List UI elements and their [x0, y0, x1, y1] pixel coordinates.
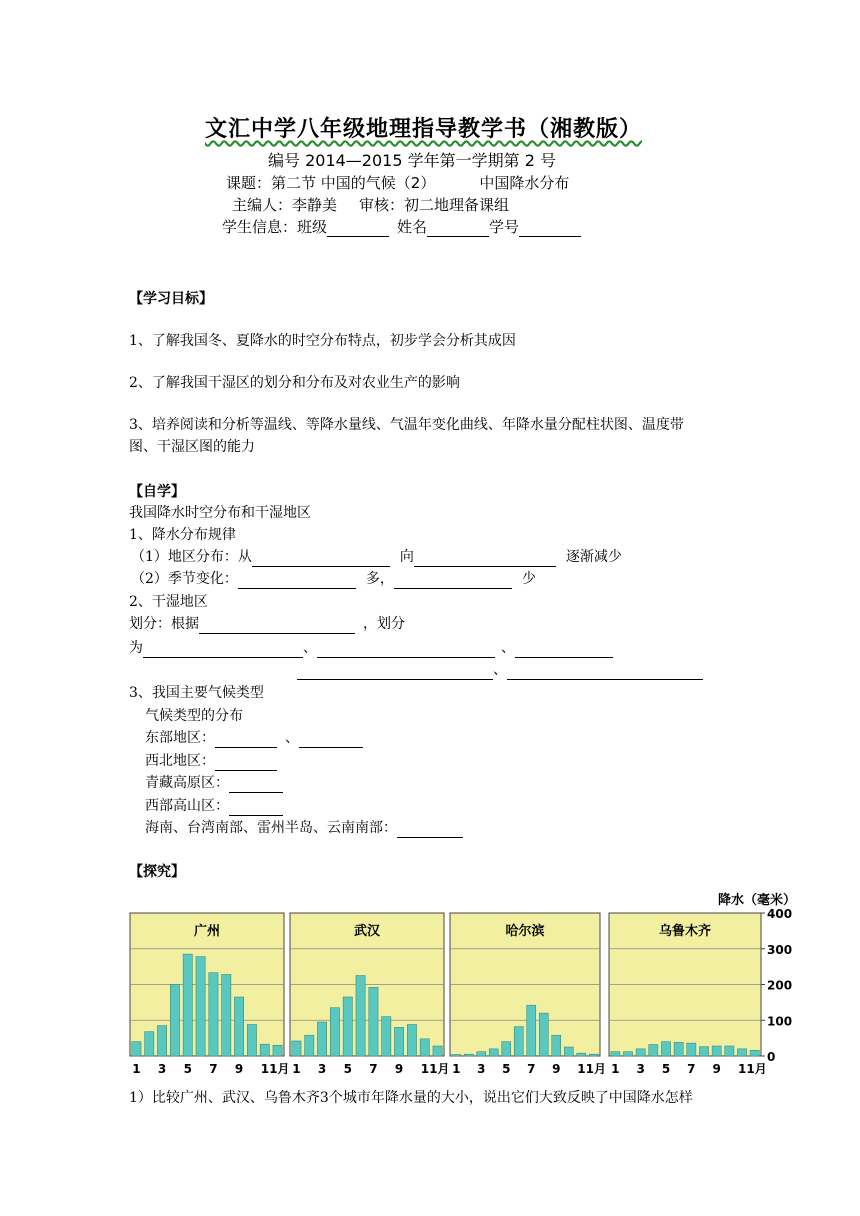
serial-number: 编号 2014—2015 学年第一学期第 2 号 — [268, 151, 556, 170]
x-tick-label: 5 — [502, 1062, 511, 1076]
bar — [234, 997, 243, 1056]
panel-title: 哈尔滨 — [505, 924, 545, 939]
tibet-blank[interactable] — [229, 777, 283, 793]
bar — [452, 1055, 461, 1056]
bar — [674, 1042, 683, 1056]
question-3-subtitle: 气候类型的分布 — [145, 708, 243, 724]
bar — [539, 1013, 548, 1056]
bar — [712, 1046, 721, 1056]
objective-item: 图、干湿区图的能力 — [129, 439, 255, 455]
name-field[interactable] — [427, 221, 489, 237]
bar — [489, 1049, 498, 1056]
bar — [527, 1005, 536, 1056]
question-2-types: 为 、 、 — [129, 638, 613, 658]
q1a-blank-from[interactable] — [252, 551, 390, 567]
bar — [750, 1050, 759, 1056]
bar — [343, 997, 352, 1056]
bar — [577, 1053, 586, 1056]
northwest-region-line: 西北地区： — [145, 751, 277, 771]
bar — [260, 1044, 269, 1056]
x-tick-label: 7 — [209, 1062, 218, 1076]
bar — [273, 1045, 282, 1056]
bar — [477, 1052, 486, 1056]
bar — [564, 1047, 573, 1056]
bar — [157, 1026, 166, 1056]
x-tick-label: 9 — [234, 1062, 244, 1076]
bar — [394, 1027, 403, 1056]
x-tick-label: 1 — [452, 1062, 461, 1076]
bar — [145, 1032, 154, 1056]
bar — [649, 1045, 658, 1056]
q2-blank-criteria[interactable] — [199, 618, 355, 634]
x-tick-label: 3 — [636, 1062, 645, 1076]
y-tick-label: 100 — [767, 1014, 793, 1029]
question-2-types-cont: 、 — [297, 660, 703, 680]
x-tick-label: 7 — [369, 1062, 378, 1076]
bar — [611, 1052, 620, 1056]
bar — [725, 1046, 734, 1056]
panel-title: 广州 — [193, 924, 221, 939]
tibet-region-line: 青藏高原区： — [145, 773, 283, 793]
west-mountain-blank[interactable] — [229, 800, 283, 816]
south-region-line: 海南、台湾南部、雷州半岛、云南南部： — [145, 818, 463, 838]
q1b-blank-more[interactable] — [238, 573, 356, 589]
student-info-line: 学生信息：班级 姓名 学号 — [222, 216, 581, 237]
precipitation-chart — [0, 880, 860, 1085]
x-tick-label: 5 — [183, 1062, 192, 1076]
bar — [552, 1035, 561, 1056]
self-study-heading: 【自学】 — [129, 484, 185, 500]
bar — [623, 1052, 632, 1056]
x-tick-label: 1 — [611, 1062, 620, 1076]
y-tick-label: 0 — [767, 1050, 776, 1064]
northwest-blank[interactable] — [215, 755, 277, 771]
bar — [247, 1025, 256, 1056]
x-tick-label: 3 — [157, 1062, 167, 1076]
panel-title: 乌鲁木齐 — [658, 924, 712, 939]
explore-heading: 【探究】 — [129, 864, 185, 880]
bar — [222, 974, 231, 1056]
x-tick-label: 7 — [687, 1062, 696, 1076]
east-blank-1[interactable] — [215, 732, 277, 748]
x-tick-label: 7 — [527, 1062, 536, 1076]
bar — [183, 954, 192, 1056]
objective-item: 1、了解我国冬、夏降水的时空分布特点，初步学会分析其成因 — [129, 333, 516, 349]
bar — [687, 1043, 696, 1056]
q2-blank-type2[interactable] — [317, 642, 495, 658]
q1b-blank-less[interactable] — [394, 573, 512, 589]
y-tick-label: 400 — [767, 907, 793, 921]
east-region-line: 东部地区： 、 — [145, 728, 363, 748]
bar — [132, 1042, 141, 1056]
bar — [330, 1008, 339, 1056]
bar — [292, 1041, 301, 1056]
bar — [502, 1042, 511, 1056]
bar — [407, 1025, 416, 1056]
panel-title: 武汉 — [353, 924, 381, 939]
west-mountain-line: 西部高山区： — [145, 796, 283, 816]
question-1: 1、降水分布规律 — [129, 527, 236, 543]
east-blank-2[interactable] — [299, 732, 363, 748]
q2-blank-type3[interactable] — [515, 642, 613, 658]
bar — [514, 1027, 523, 1056]
x-tick-label: 11月 — [260, 1062, 290, 1076]
question-1a: （1）地区分布：从 向 逐渐减少 — [131, 549, 622, 565]
bar — [420, 1039, 429, 1056]
q2-blank-type4[interactable] — [297, 664, 493, 680]
bar — [636, 1049, 645, 1056]
south-blank[interactable] — [397, 822, 463, 838]
x-tick-label: 9 — [394, 1062, 404, 1076]
question-2-criteria: 划分：根据 ，划分 — [129, 616, 405, 632]
x-tick-label: 9 — [552, 1062, 561, 1076]
bar — [699, 1047, 708, 1056]
q2-blank-type5[interactable] — [507, 664, 703, 680]
bar — [305, 1035, 314, 1056]
x-tick-label: 11月 — [420, 1062, 450, 1076]
question-2: 2、干湿地区 — [129, 594, 208, 610]
document-title: 文汇中学八年级地理指导教学书（湘教版） — [205, 117, 643, 142]
editor-line: 主编人：李静美 审核：初二地理备课组 — [232, 196, 510, 214]
bar — [170, 985, 179, 1057]
x-tick-label: 11月 — [738, 1062, 767, 1076]
y-tick-label: 300 — [767, 942, 793, 957]
bar — [356, 976, 365, 1056]
bar — [382, 1017, 391, 1056]
q1a-blank-to[interactable] — [414, 551, 556, 567]
y-tick-label: 200 — [767, 978, 793, 993]
question-3: 3、我国主要气候类型 — [129, 685, 264, 701]
y-axis-label: 降水（毫米） — [718, 893, 797, 908]
bar — [589, 1054, 598, 1056]
bar — [209, 973, 218, 1056]
question-1b: （2）季节变化： 多， 少 — [131, 571, 536, 587]
x-tick-label: 3 — [317, 1062, 327, 1076]
objectives-heading: 【学习目标】 — [129, 291, 213, 307]
bar — [661, 1042, 670, 1056]
explore-question-1: 1）比较广州、武汉、乌鲁木齐3个城市年降水量的大小，说出它们大致反映了中国降水怎样 — [129, 1090, 693, 1106]
bar — [433, 1046, 442, 1056]
x-tick-label: 9 — [712, 1062, 721, 1076]
student-number-field[interactable] — [519, 221, 581, 237]
q2-blank-type1[interactable] — [143, 642, 303, 658]
x-tick-label: 1 — [292, 1062, 301, 1076]
bar — [196, 957, 205, 1056]
x-tick-label: 3 — [477, 1062, 486, 1076]
topic-line: 课题：第二节 中国的气候（2） 中国降水分布 — [226, 174, 570, 192]
bar — [369, 987, 378, 1056]
bar — [464, 1054, 473, 1056]
self-study-subtitle: 我国降水时空分布和干湿地区 — [129, 505, 311, 521]
bar — [317, 1022, 326, 1056]
bar — [737, 1049, 746, 1056]
x-tick-label: 5 — [661, 1062, 671, 1076]
x-tick-label: 11月 — [577, 1062, 606, 1076]
objective-item: 3、培养阅读和分析等温线、等降水量线、气温年变化曲线、年降水量分配柱状图、温度带 — [129, 417, 684, 433]
x-tick-label: 5 — [343, 1062, 352, 1076]
class-field[interactable] — [327, 221, 389, 237]
x-tick-label: 1 — [132, 1062, 141, 1076]
objective-item: 2、了解我国干湿区的划分和分布及对农业生产的影响 — [129, 375, 460, 391]
